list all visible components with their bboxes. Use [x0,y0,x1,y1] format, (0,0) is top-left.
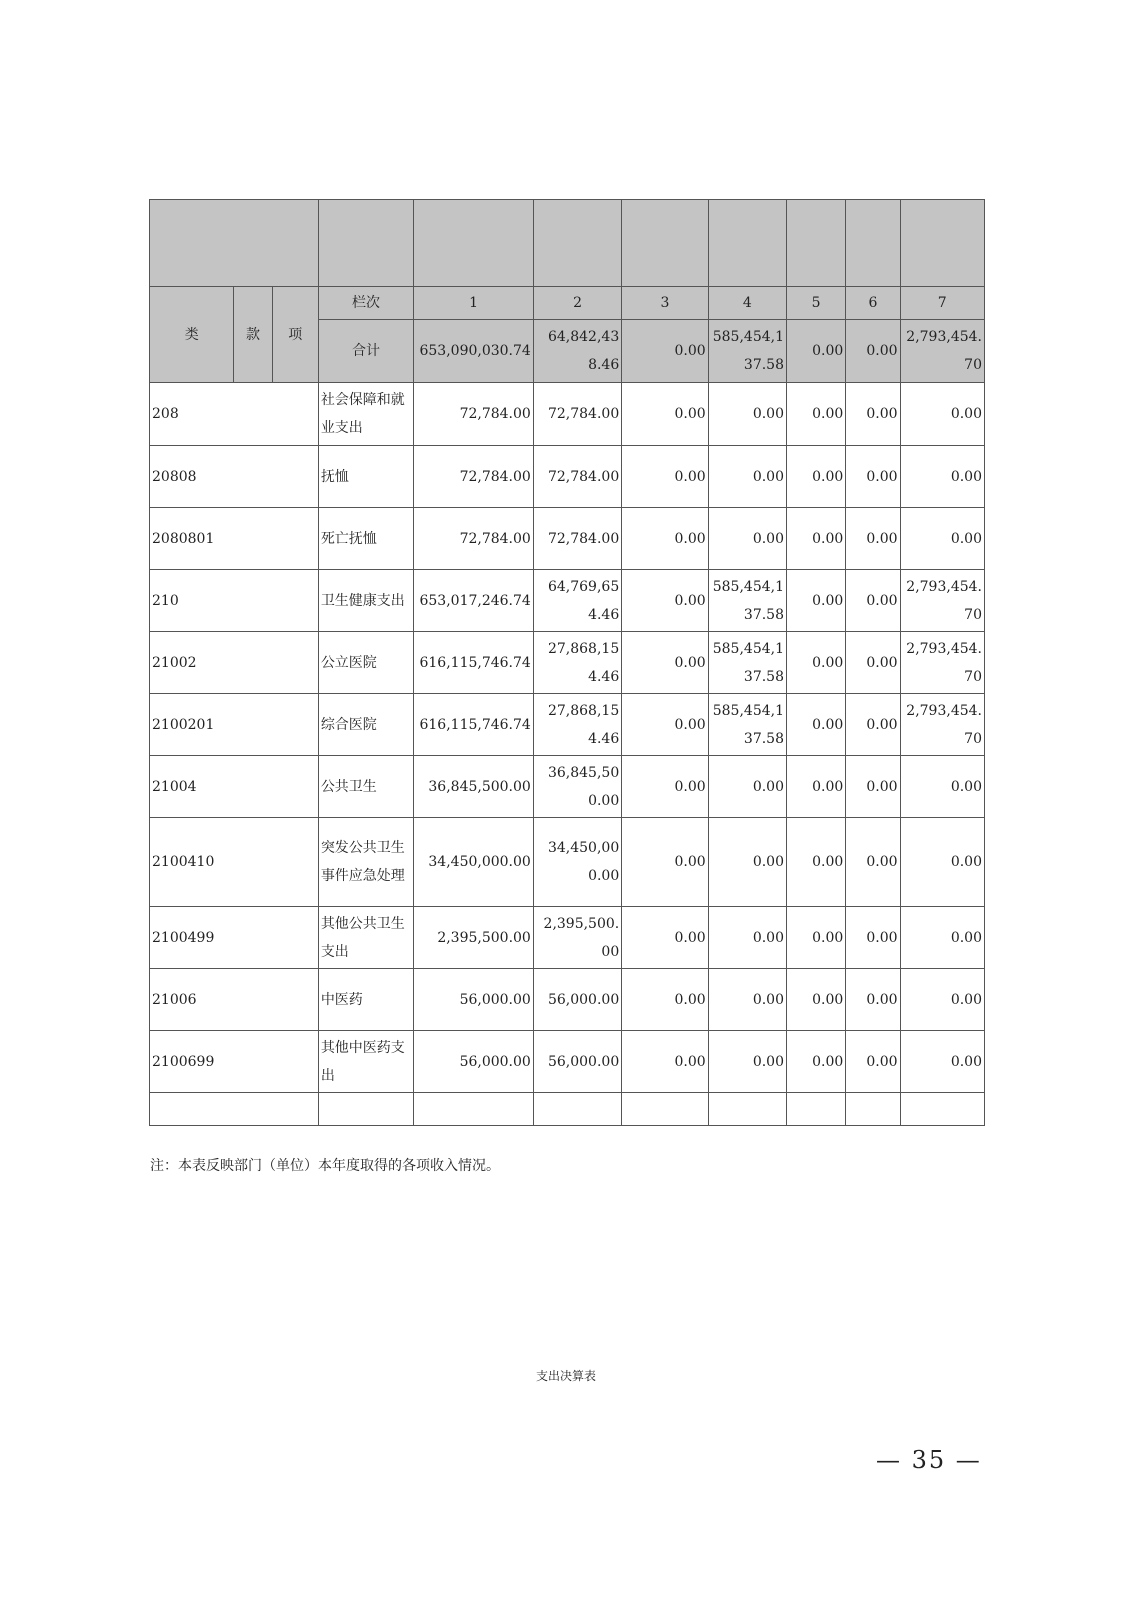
row-value: 0.00 [846,1031,900,1093]
table-row [150,818,985,907]
row-value: 0.00 [787,446,846,508]
column-number: 5 [787,287,846,320]
row-code: 21002 [150,632,319,694]
row-value: 0.00 [708,383,786,446]
column-number: 7 [900,287,984,320]
row-value: 0.00 [622,446,708,508]
row-code: 2080801 [150,508,319,570]
row-value: 0.00 [900,1031,984,1093]
column-number: 3 [622,287,708,320]
row-value: 0.00 [846,694,900,756]
header-kuan: 款 [234,287,272,383]
table-row [150,969,985,1031]
row-value: 27,868,154.46 [533,694,621,756]
total-value: 0.00 [787,320,846,383]
row-value: 0.00 [846,969,900,1031]
row-name: 其他中医药支出 [318,1031,413,1093]
total-value: 64,842,438.46 [533,320,621,383]
row-name: 抚恤 [318,446,413,508]
row-value: 0.00 [900,969,984,1031]
empty-cell [708,1093,786,1126]
row-value: 585,454,137.58 [708,632,786,694]
row-value: 56,000.00 [533,1031,621,1093]
row-name: 其他公共卫生支出 [318,907,413,969]
row-name: 公共卫生 [318,756,413,818]
total-value: 585,454,137.58 [708,320,786,383]
row-value: 0.00 [787,1031,846,1093]
row-value: 72,784.00 [533,508,621,570]
table-row [150,694,985,756]
row-value: 36,845,500.00 [533,756,621,818]
row-value: 72,784.00 [414,508,534,570]
row-value: 0.00 [787,508,846,570]
total-value: 653,090,030.74 [414,320,534,383]
row-value: 0.00 [708,818,786,907]
column-number: 1 [414,287,534,320]
row-value: 2,395,500.00 [414,907,534,969]
table-row [150,907,985,969]
row-value: 0.00 [846,756,900,818]
row-value: 0.00 [900,383,984,446]
header-cell [150,200,319,287]
header-cell [787,200,846,287]
row-value: 0.00 [846,446,900,508]
total-value: 0.00 [846,320,900,383]
row-value: 0.00 [846,818,900,907]
empty-cell [622,1093,708,1126]
row-code: 21006 [150,969,319,1031]
row-value: 616,115,746.74 [414,632,534,694]
row-value: 27,868,154.46 [533,632,621,694]
row-value: 56,000.00 [414,1031,534,1093]
row-value: 72,784.00 [414,383,534,446]
row-value: 0.00 [622,969,708,1031]
empty-cell [414,1093,534,1126]
row-value: 56,000.00 [414,969,534,1031]
row-code: 20808 [150,446,319,508]
row-value: 56,000.00 [533,969,621,1031]
row-value: 0.00 [787,907,846,969]
row-value: 36,845,500.00 [414,756,534,818]
row-code: 2100201 [150,694,319,756]
row-value: 72,784.00 [533,383,621,446]
column-number-row [150,287,985,320]
header-cell [900,200,984,287]
table-row [150,446,985,508]
header-cell [533,200,621,287]
row-code: 208 [150,383,319,446]
row-value: 0.00 [622,570,708,632]
column-number: 2 [533,287,621,320]
row-value: 0.00 [708,969,786,1031]
row-value: 34,450,000.00 [414,818,534,907]
row-value: 616,115,746.74 [414,694,534,756]
header-cell [414,200,534,287]
row-value: 0.00 [900,508,984,570]
page-caption: 支出决算表 [535,1369,596,1383]
row-value: 0.00 [787,632,846,694]
table-row [150,570,985,632]
empty-cell [787,1093,846,1126]
table-row [150,1031,985,1093]
row-value: 0.00 [900,446,984,508]
row-name: 中医药 [318,969,413,1031]
row-value: 585,454,137.58 [708,570,786,632]
row-code: 2100699 [150,1031,319,1093]
row-value: 585,454,137.58 [708,694,786,756]
row-value: 2,395,500.00 [533,907,621,969]
empty-cell [150,1093,319,1126]
row-value: 0.00 [900,756,984,818]
empty-cell [533,1093,621,1126]
row-value: 653,017,246.74 [414,570,534,632]
header-cell [708,200,786,287]
row-value: 0.00 [622,694,708,756]
total-value: 2,793,454.70 [900,320,984,383]
row-value: 0.00 [787,969,846,1031]
row-value: 0.00 [708,756,786,818]
row-value: 0.00 [708,1031,786,1093]
row-value: 0.00 [846,570,900,632]
blank-header-row [150,200,985,287]
row-value: 34,450,000.00 [533,818,621,907]
row-value: 0.00 [708,446,786,508]
row-code: 2100499 [150,907,319,969]
row-value: 0.00 [622,1031,708,1093]
row-value: 0.00 [622,632,708,694]
total-value: 0.00 [622,320,708,383]
row-value: 0.00 [622,907,708,969]
row-value: 0.00 [787,694,846,756]
empty-cell [846,1093,900,1126]
row-code: 210 [150,570,319,632]
row-value: 72,784.00 [533,446,621,508]
header-cell [846,200,900,287]
row-code: 21004 [150,756,319,818]
header-cell [318,200,413,287]
empty-cell [318,1093,413,1126]
header-lanci: 栏次 [318,287,413,320]
expenditure-table [149,199,985,1126]
page-number: — 35 — [876,1446,982,1474]
row-value: 0.00 [622,508,708,570]
row-name: 死亡抚恤 [318,508,413,570]
row-name: 卫生健康支出 [318,570,413,632]
row-value: 0.00 [846,508,900,570]
table-row [150,383,985,446]
table-note: 注：本表反映部门（单位）本年度取得的各项收入情况。 [150,1158,500,1174]
table-row [150,756,985,818]
row-value: 2,793,454.70 [900,570,984,632]
row-code: 2100410 [150,818,319,907]
row-value: 0.00 [622,383,708,446]
row-value: 0.00 [708,508,786,570]
row-value: 0.00 [622,756,708,818]
table-row [150,508,985,570]
row-value: 2,793,454.70 [900,694,984,756]
row-value: 0.00 [900,818,984,907]
row-value: 0.00 [787,570,846,632]
row-name: 社会保障和就业支出 [318,383,413,446]
empty-row [150,1093,985,1126]
row-value: 0.00 [900,907,984,969]
row-value: 0.00 [846,907,900,969]
row-name: 突发公共卫生事件应急处理 [318,818,413,907]
row-value: 2,793,454.70 [900,632,984,694]
row-value: 0.00 [787,383,846,446]
row-value: 72,784.00 [414,446,534,508]
total-label: 合计 [318,320,413,383]
empty-cell [900,1093,984,1126]
row-value: 64,769,654.46 [533,570,621,632]
header-cell [622,200,708,287]
row-value: 0.00 [846,632,900,694]
header-lei: 类 [150,287,234,383]
table-row [150,632,985,694]
row-value: 0.00 [787,756,846,818]
row-name: 综合医院 [318,694,413,756]
column-number: 4 [708,287,786,320]
row-value: 0.00 [622,818,708,907]
header-xiang: 项 [272,287,318,383]
row-value: 0.00 [846,383,900,446]
row-value: 0.00 [787,818,846,907]
row-name: 公立医院 [318,632,413,694]
column-number: 6 [846,287,900,320]
row-value: 0.00 [708,907,786,969]
